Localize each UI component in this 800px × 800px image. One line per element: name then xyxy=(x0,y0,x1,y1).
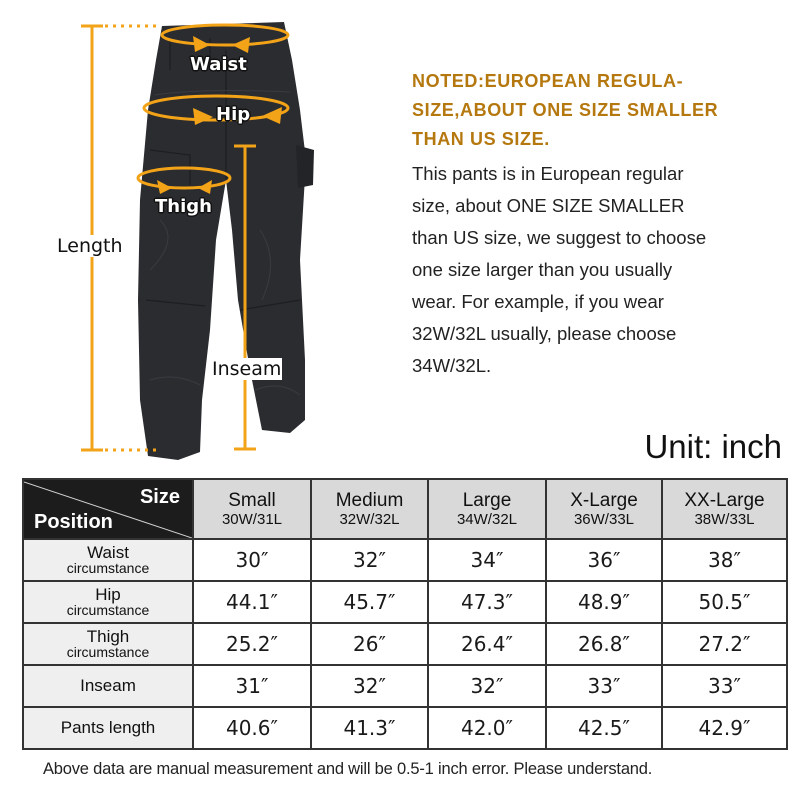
size-waist-length: 32W/32L xyxy=(339,510,400,528)
table-cell: 32″ xyxy=(428,665,546,707)
thigh-label: Thigh xyxy=(155,196,212,217)
table-row-inseam xyxy=(23,665,787,707)
table-cell: 25.2″ xyxy=(193,623,311,665)
row-label-thigh xyxy=(23,623,193,665)
size-name: XX-Large xyxy=(684,489,765,511)
table-cell: 26″ xyxy=(311,623,428,665)
table-cell: 26.8″ xyxy=(546,623,662,665)
table-cell: 50.5″ xyxy=(662,581,787,623)
sizing-note-body xyxy=(412,158,792,382)
note-body-line: 32W/32L usually, please choose xyxy=(412,323,677,344)
column-header-small xyxy=(193,479,311,539)
table-cell: 42.9″ xyxy=(662,707,787,749)
note-body-line: wear. For example, if you wear xyxy=(412,291,664,312)
table-cell: 32″ xyxy=(311,539,428,581)
table-cell: 38″ xyxy=(662,539,787,581)
unit-label: Unit: inch xyxy=(644,428,782,465)
table-cell: 45.7″ xyxy=(311,581,428,623)
row-label-main: Inseam xyxy=(80,676,136,695)
column-header-x-large xyxy=(546,479,662,539)
row-label-waist xyxy=(23,539,193,581)
note-title-line: SIZE,ABOUT ONE SIZE SMALLER xyxy=(412,100,719,120)
size-waist-length: 34W/32L xyxy=(456,510,518,528)
note-title-line: NOTED:EUROPEAN REGULA- xyxy=(412,71,684,91)
column-header-xx-large xyxy=(662,479,787,539)
table-cell: 48.9″ xyxy=(546,581,662,623)
corner-position-label: Position xyxy=(34,511,113,533)
note-body-line: one size larger than you usually xyxy=(412,259,673,280)
pants-measurement-illustration xyxy=(0,0,400,460)
size-chart-table xyxy=(22,478,788,750)
note-body-line: than US size, we suggest to choose xyxy=(412,227,707,248)
note-body-line: size, about ONE SIZE SMALLER xyxy=(412,195,685,216)
table-cell: 36″ xyxy=(546,539,662,581)
table-cell: 27.2″ xyxy=(662,623,787,665)
row-label-sub: circumstance xyxy=(66,602,150,618)
table-cell: 32″ xyxy=(311,665,428,707)
row-label-pants-length xyxy=(23,707,193,749)
row-label-main: Hip xyxy=(95,585,121,604)
sizing-note-title xyxy=(412,67,792,154)
table-row-hip xyxy=(23,581,787,623)
table-cell: 34″ xyxy=(428,539,546,581)
row-label-main: Waist xyxy=(87,543,129,562)
table-cell: 33″ xyxy=(546,665,662,707)
table-row-waist xyxy=(23,539,787,581)
size-name: Medium xyxy=(335,489,404,511)
row-label-main: Pants length xyxy=(60,718,156,737)
table-cell: 30″ xyxy=(193,539,311,581)
measurement-disclaimer: Above data are manual measurement and will be 0.5-1 inch error. Please understand. xyxy=(43,760,653,778)
size-name: Large xyxy=(462,489,512,511)
size-waist-length: 30W/31L xyxy=(221,510,283,528)
size-waist-length: 38W/33L xyxy=(694,510,755,528)
table-cell: 41.3″ xyxy=(311,707,428,749)
row-label-sub: circumstance xyxy=(66,560,150,576)
note-title-line: THAN US SIZE. xyxy=(412,129,550,149)
waist-label: Waist xyxy=(190,54,247,75)
row-label-main: Thigh xyxy=(86,627,130,646)
size-waist-length: 36W/33L xyxy=(573,510,635,528)
table-cell: 44.1″ xyxy=(193,581,311,623)
table-row-pants-length xyxy=(23,707,787,749)
note-body-line: This pants is in European regular xyxy=(412,163,684,184)
column-header-large xyxy=(428,479,546,539)
table-cell: 40.6″ xyxy=(193,707,311,749)
table-header-row xyxy=(23,479,787,539)
table-cell: 33″ xyxy=(662,665,787,707)
length-label: Length xyxy=(57,235,123,257)
table-row-thigh xyxy=(23,623,787,665)
table-cell: 31″ xyxy=(193,665,311,707)
table-cell: 47.3″ xyxy=(428,581,546,623)
table-cell: 42.5″ xyxy=(546,707,662,749)
row-label-sub: circumstance xyxy=(66,644,150,660)
table-cell: 26.4″ xyxy=(428,623,546,665)
row-label-inseam xyxy=(23,665,193,707)
size-name: X-Large xyxy=(570,489,638,511)
inseam-label: Inseam xyxy=(212,358,282,380)
row-label-hip xyxy=(23,581,193,623)
note-body-line: 34W/32L. xyxy=(412,355,492,376)
corner-size-label: Size xyxy=(139,486,180,508)
table-cell: 42.0″ xyxy=(428,707,546,749)
hip-label: Hip xyxy=(216,104,251,125)
table-corner-cell xyxy=(23,479,193,539)
size-name: Small xyxy=(228,489,276,511)
column-header-medium xyxy=(311,479,428,539)
